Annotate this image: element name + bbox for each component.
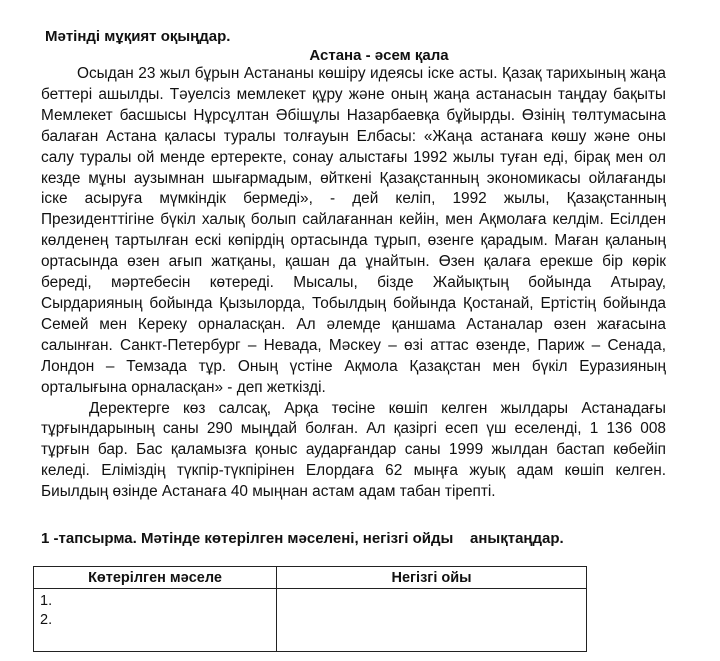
table-row <box>34 589 587 652</box>
row-number-2: 2. <box>40 612 53 628</box>
task-heading: 1 -тапсырма. Мәтінде көтерілген мәселені, негізгі ойды анықтаңдар. <box>41 530 564 547</box>
reading-text <box>41 64 666 503</box>
instruction-heading: Мәтінді мұқият оқыңдар. <box>45 28 231 45</box>
header-main-idea: Негізгі ойы <box>277 567 587 589</box>
header-problem: Көтерілген мәселе <box>34 567 277 589</box>
table-header-row <box>34 567 587 589</box>
text-title: Астана - әсем қала <box>309 47 449 64</box>
answer-cell-main-idea[interactable] <box>277 589 587 652</box>
answer-table <box>33 566 587 652</box>
paragraph-1: Осыдан 23 жыл бұрын Астананы көшіру идеясы іске асты. Қазақ тарихының жаңа беттері ашылды. Тәуелсіз мемлекет құру және оның жаңа астанасын таңдау бақыты Мемлекет басшысы Нұрсұлтан Әбішұлы Назарбаевқа бұйырды. Өзінің төлтумасына балаған Астана қаласы туралы толғауын Елбасы: «Жаңа астанаға көшу және оны салу туралы ой менде ертеректе, сонау алыстағы 1992 жылы туған еді, бірақ мен ол кезде мұны аузымнан шығармадым, өйткені Қазақстанның экономикасы ойлағанды іске асыруға мүмкіндік бермеді», - дей келіп, 1992 жылы, Қазақстанның Президенттігіне бүкіл халық болып сайлағаннан кейін, мен Ақмолаға келдім. Есілден көлденең тартылған ескі көпірдің ортасында тұрып, өзенге қарадым. Маған қаланың ортасында өзен ағып жатқаны, қашан да ұнайтын. Өзен қалаға ерекше бір көрік береді, мәртебесін көтереді. Мысалы, бізде Жайықтың бойында Атырау, Сырдарияның бойында Қызылорда, Тобылдың бойында Қостанай, Ертістің бойында Семей мен Кереку орналасқан. Ал әлемде қаншама Астаналар өзен жағасына салынған. Санкт-Петербург – Невада, Мәскеу – өзі аттас өзенде, Париж – Сенада, Лондон – Темзада тұр. Оның үстіне Ақмола Қазақстан мен бүкіл Еуразияның орталығына орналасқан» - деп жеткізді. <box>41 65 666 396</box>
paragraph-2: Деректерге көз салсақ, Арқа төсіне көшіп келген жылдары Астанадағы тұрғындарының саны 290 мыңдай болған. Ал қазіргі есеп үш еселенді, 1 136 008 тұрғын бар. Бас қаламызға қоныс аударғандар саны 1999 жылдан бастап көбейіп келеді. Еліміздің түкпір-түкпірінен Елордаға 62 мыңға жуық адам көшіп келген. Биылдың өзінде Астанаға 40 мыңнан астам адам табан тірепті. <box>41 399 666 501</box>
row-number-1: 1. <box>40 593 53 609</box>
answer-cell-problem[interactable] <box>34 589 277 652</box>
